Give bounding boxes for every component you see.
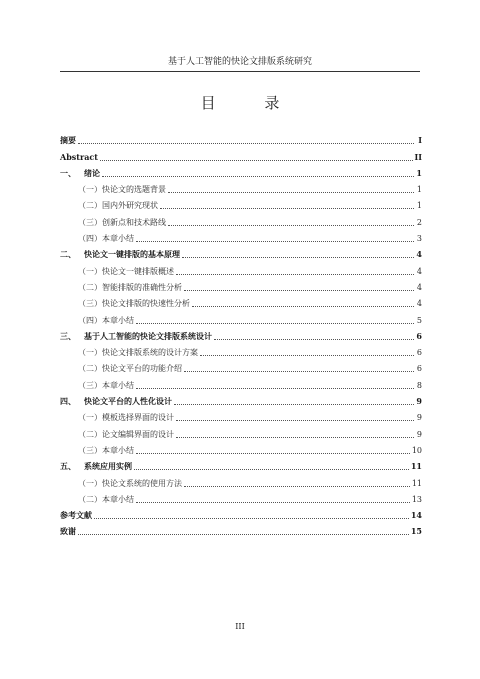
- toc-entry-label: [78, 298, 190, 309]
- toc-entry-label: [60, 461, 132, 472]
- toc-entry-text: （四）本章小结: [78, 315, 134, 325]
- toc-entry-label: [78, 363, 182, 374]
- toc-title: 目 录: [200, 94, 302, 112]
- toc-entry-label: [78, 429, 174, 440]
- toc-section-entry[interactable]: [60, 423, 422, 439]
- toc-entry-text: （二）论文编辑界面的设计: [78, 429, 174, 439]
- toc-leader-dots: [134, 461, 409, 470]
- toc-leader-dots: [136, 315, 414, 324]
- toc-entry-page: 11: [411, 478, 422, 488]
- toc-entry-text: （一）快论文系统的使用方法: [78, 478, 182, 488]
- toc-entry-page: 3: [416, 234, 422, 244]
- toc-section-entry[interactable]: [60, 195, 422, 211]
- toc-section-entry[interactable]: [60, 342, 422, 358]
- toc-leader-dots: [168, 184, 414, 193]
- toc-leader-dots: [160, 200, 414, 209]
- toc-entry-label: [78, 266, 174, 277]
- toc-entry-text: （三）本章小结: [78, 445, 134, 455]
- toc-entry-page: 8: [416, 380, 422, 390]
- toc-entry-label: [78, 412, 174, 423]
- toc-entry-page: II: [414, 151, 422, 162]
- toc-entry-page: 2: [416, 217, 422, 227]
- toc-entry-text: （四）本章小结: [78, 234, 134, 244]
- toc-chapter-entry[interactable]: [60, 146, 422, 162]
- toc-entry-number: 三、: [60, 330, 76, 341]
- toc-entry-text: （一）模板选择界面的设计: [78, 413, 174, 423]
- toc-leader-dots: [136, 494, 410, 503]
- toc-entry-label: [78, 184, 166, 195]
- toc-entry-label: [78, 315, 134, 326]
- toc-entry-page: 1: [416, 185, 422, 195]
- toc-section-entry[interactable]: [60, 489, 422, 505]
- toc-chapter-entry[interactable]: [60, 163, 422, 179]
- toc-chapter-entry[interactable]: [60, 505, 422, 521]
- toc-entry-text: （三）本章小结: [78, 380, 134, 390]
- toc-entry-page: 4: [416, 282, 422, 292]
- toc-entry-text: 快论文一键排版的基本原理: [84, 249, 180, 260]
- toc-entry-page: I: [418, 135, 422, 146]
- toc-leader-dots: [200, 347, 414, 356]
- toc-entry-page: 1: [416, 167, 422, 178]
- toc-entry-page: 10: [411, 445, 422, 455]
- toc-entry-label: [60, 396, 172, 407]
- toc-section-entry[interactable]: [60, 277, 422, 293]
- toc-chapter-entry[interactable]: [60, 456, 422, 472]
- toc-chapter-entry[interactable]: [60, 391, 422, 407]
- toc-entry-label: [78, 217, 166, 228]
- toc-leader-dots: [100, 152, 413, 161]
- page-number: III: [235, 622, 245, 631]
- toc-leader-dots: [78, 135, 414, 144]
- toc-entry-page: 13: [411, 494, 422, 504]
- running-header: 基于人工智能的快论文排版系统研究: [167, 57, 312, 67]
- toc-section-entry[interactable]: [60, 358, 422, 374]
- toc-leader-dots: [176, 429, 414, 438]
- toc-entry-page: 6: [416, 330, 422, 341]
- toc-chapter-entry[interactable]: [60, 130, 422, 146]
- toc-chapter-entry[interactable]: [60, 326, 422, 342]
- toc-entry-number: 一、: [60, 167, 76, 178]
- toc-leader-dots: [184, 363, 414, 372]
- toc-leader-dots: [176, 412, 414, 421]
- toc-entry-label: [78, 200, 158, 211]
- toc-entry-text: 快论文平台的人性化设计: [84, 396, 172, 407]
- toc-entry-label: [78, 445, 134, 456]
- toc-entry-text: Abstract: [60, 151, 98, 162]
- toc-entry-page: 5: [416, 315, 422, 325]
- toc-entry-page: 9: [416, 429, 422, 439]
- toc-chapter-entry[interactable]: [60, 521, 422, 537]
- toc-entry-number: 四、: [60, 396, 76, 407]
- toc-entry-label: [78, 347, 198, 358]
- toc-entry-label: [60, 135, 76, 146]
- toc-section-entry[interactable]: [60, 407, 422, 423]
- toc-section-entry[interactable]: [60, 472, 422, 488]
- toc-entry-page: 11: [410, 461, 422, 472]
- toc-entry-text: 基于人工智能的快论文排版系统设计: [84, 330, 212, 341]
- toc-entry-page: 15: [410, 526, 422, 537]
- toc-leader-dots: [102, 168, 414, 177]
- toc-leader-dots: [182, 249, 414, 258]
- toc-entry-page: 9: [416, 396, 422, 407]
- toc-section-entry[interactable]: [60, 309, 422, 325]
- toc-entry-page: 6: [416, 364, 422, 374]
- toc-list: [60, 130, 422, 537]
- toc-entry-label: [60, 331, 212, 342]
- toc-entry-text: （二）国内外研究现状: [78, 201, 158, 211]
- toc-entry-text: 参考文献: [60, 510, 92, 521]
- toc-entry-text: （一）快论文的选题背景: [78, 185, 166, 195]
- toc-entry-page: 4: [416, 249, 422, 260]
- toc-entry-text: （二）快论文平台的功能介绍: [78, 364, 182, 374]
- toc-leader-dots: [174, 396, 414, 405]
- toc-entry-text: 致谢: [60, 526, 76, 537]
- toc-leader-dots: [168, 217, 414, 226]
- toc-leader-dots: [136, 445, 410, 454]
- toc-entry-page: 14: [410, 510, 422, 521]
- toc-leader-dots: [78, 526, 409, 535]
- toc-leader-dots: [136, 233, 414, 242]
- toc-entry-text: （二）智能排版的准确性分析: [78, 282, 182, 292]
- toc-leader-dots: [214, 331, 414, 340]
- toc-entry-text: 摘要: [60, 135, 76, 146]
- toc-leader-dots: [184, 282, 414, 291]
- toc-section-entry[interactable]: [60, 179, 422, 195]
- toc-entry-text: （一）快论文排版系统的设计方案: [78, 348, 198, 358]
- toc-entry-page: 1: [416, 201, 422, 211]
- toc-entry-label: [78, 380, 134, 391]
- toc-leader-dots: [136, 380, 414, 389]
- toc-entry-page: 9: [416, 413, 422, 423]
- toc-entry-label: [78, 282, 182, 293]
- toc-section-entry[interactable]: [60, 211, 422, 227]
- toc-entry-label: [60, 168, 100, 179]
- toc-leader-dots: [192, 298, 414, 307]
- toc-entry-page: 4: [416, 299, 422, 309]
- toc-section-entry[interactable]: [60, 260, 422, 276]
- toc-entry-text: （一）快论文一键排版概述: [78, 266, 174, 276]
- toc-leader-dots: [176, 266, 414, 275]
- toc-leader-dots: [94, 510, 409, 519]
- toc-entry-number: 二、: [60, 249, 76, 260]
- toc-leader-dots: [184, 478, 410, 487]
- toc-entry-label: [60, 510, 92, 521]
- toc-section-entry[interactable]: [60, 374, 422, 390]
- toc-entry-label: [60, 526, 76, 537]
- toc-entry-text: 系统应用实例: [84, 461, 132, 472]
- toc-entry-text: （二）本章小结: [78, 494, 134, 504]
- toc-section-entry[interactable]: [60, 440, 422, 456]
- toc-entry-label: [60, 249, 180, 260]
- toc-entry-label: [78, 233, 134, 244]
- toc-chapter-entry[interactable]: [60, 244, 422, 260]
- toc-entry-page: 4: [416, 266, 422, 276]
- toc-entry-text: 绪论: [84, 167, 100, 178]
- toc-entry-label: [60, 152, 98, 163]
- toc-entry-number: 五、: [60, 461, 76, 472]
- toc-section-entry[interactable]: [60, 228, 422, 244]
- header-rule: [60, 71, 420, 72]
- toc-entry-label: [78, 494, 134, 505]
- toc-entry-text: （三）快论文排版的快速性分析: [78, 299, 190, 309]
- toc-section-entry[interactable]: [60, 293, 422, 309]
- toc-entry-text: （三）创新点和技术路线: [78, 217, 166, 227]
- toc-entry-page: 6: [416, 348, 422, 358]
- toc-entry-label: [78, 478, 182, 489]
